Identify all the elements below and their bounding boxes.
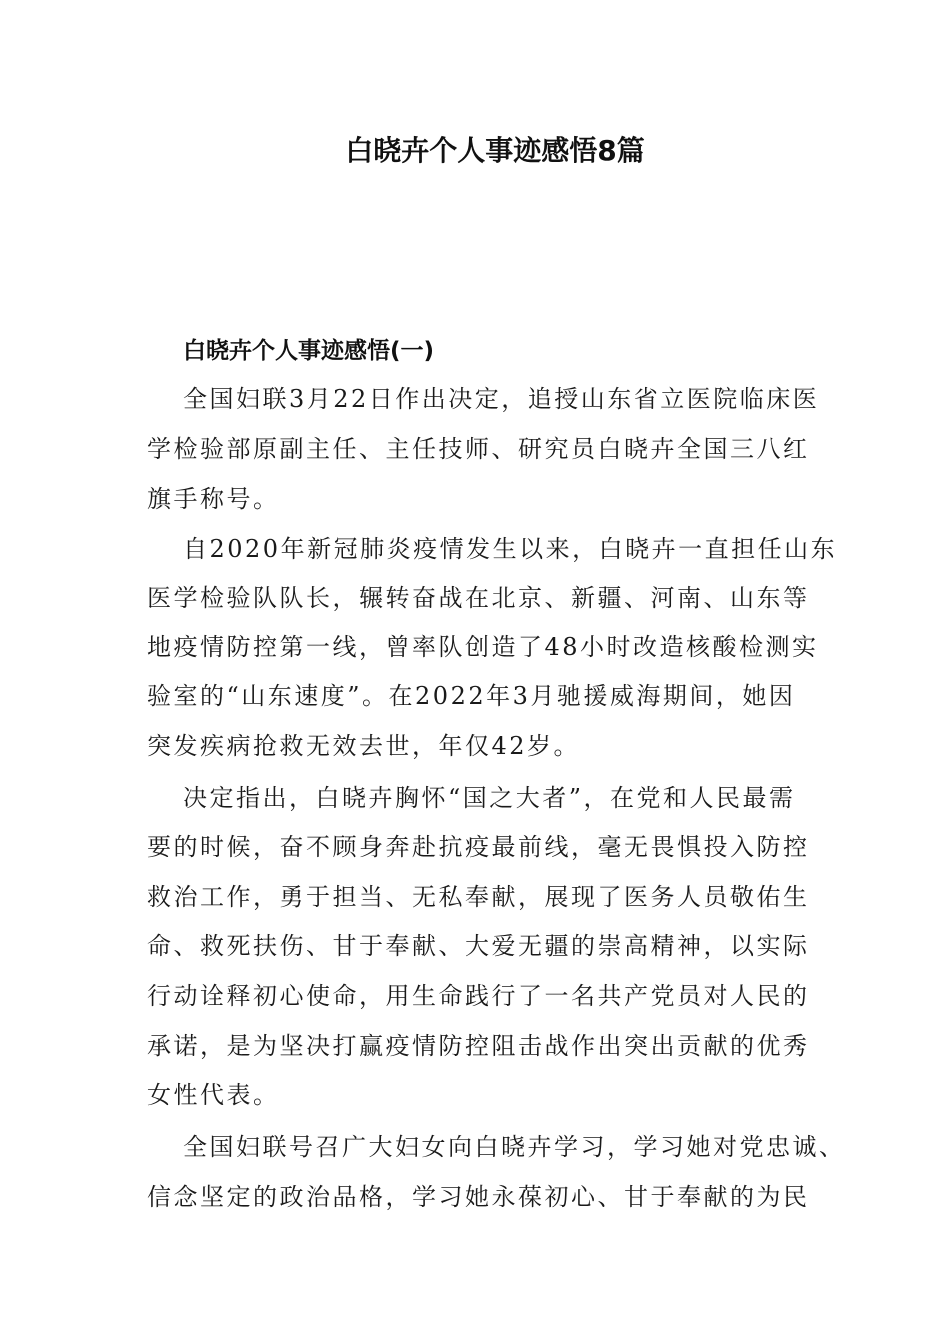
document-title: 白晓卉个人事迹感悟8篇 bbox=[345, 134, 645, 167]
paragraph-line: 行动诠释初心使命，用生命践行了一名共产党员对人民的 bbox=[147, 982, 810, 1010]
section-heading: 白晓卉个人事迹感悟(一) bbox=[183, 338, 435, 364]
paragraph-line: 全国妇联3月22日作出决定，追授山东省立医院临床医 bbox=[183, 385, 820, 413]
paragraph-line: 验室的“山东速度”。在2022年3月驰援威海期间，她因 bbox=[147, 682, 796, 710]
paragraph-line: 女性代表。 bbox=[147, 1081, 280, 1109]
paragraph-line: 信念坚定的政治品格，学习她永葆初心、甘于奉献的为民 bbox=[147, 1183, 810, 1211]
paragraph-line: 旗手称号。 bbox=[147, 485, 280, 513]
paragraph-line: 救治工作，勇于担当、无私奉献，展现了医务人员敬佑生 bbox=[147, 883, 810, 911]
paragraph-line: 自2020年新冠肺炎疫情发生以来，白晓卉一直担任山东 bbox=[183, 535, 838, 563]
paragraph-line: 医学检验队队长，辗转奋战在北京、新疆、河南、山东等 bbox=[147, 584, 810, 612]
paragraph-line: 要的时候，奋不顾身奔赴抗疫最前线，毫无畏惧投入防控 bbox=[147, 833, 810, 861]
paragraph-line: 地疫情防控第一线，曾率队创造了48小时改造核酸检测实 bbox=[147, 633, 819, 661]
paragraph-line: 命、救死扶伤、甘于奉献、大爱无疆的崇高精神，以实际 bbox=[147, 932, 810, 960]
paragraph-line: 突发疾病抢救无效去世，年仅42岁。 bbox=[147, 732, 581, 760]
paragraph-line: 承诺，是为坚决打赢疫情防控阻击战作出突出贡献的优秀 bbox=[147, 1032, 810, 1060]
paragraph-line: 学检验部原副主任、主任技师、研究员白晓卉全国三八红 bbox=[147, 435, 810, 463]
paragraph-line: 全国妇联号召广大妇女向白晓卉学习，学习她对党忠诚、 bbox=[183, 1133, 846, 1161]
paragraph-line: 决定指出，白晓卉胸怀“国之大者”，在党和人民最需 bbox=[183, 784, 796, 812]
